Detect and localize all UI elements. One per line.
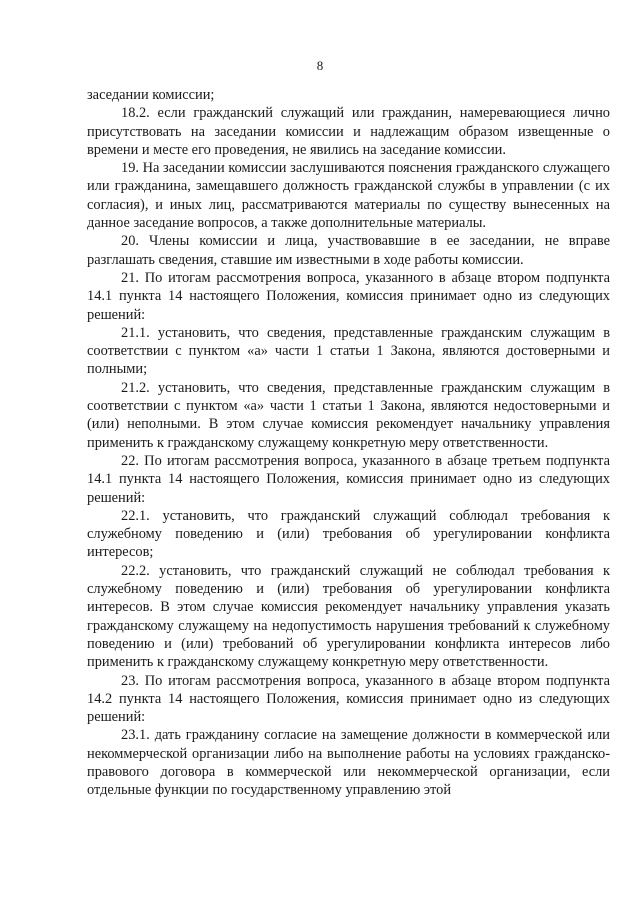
paragraph: 22.1. установить, что гражданский служащий соблюдал требования к служебному поведению и (или) требования об урегулировании конфликта интересов; (87, 507, 610, 561)
paragraph: 22. По итогам рассмотрения вопроса, указанного в абзаце третьем подпункта 14.1 пункта 14 настоящего Положения, комиссия принимает одно из следующих решений: (87, 452, 610, 506)
paragraph: заседании комиссии; (87, 87, 215, 103)
paragraph: 21.2. установить, что сведения, представленные гражданским служащим в соответствии с пунктом «а» части 1 статьи 1 Закона, являются недостоверными и (или) неполными. В этом случае комиссия рекомендует начальнику управления применить к гражданскому служащему конкретную меру ответственности. (87, 379, 610, 451)
page-number: 8 (316, 58, 324, 73)
paragraph: 23. По итогам рассмотрения вопроса, указанного в абзаце втором подпункта 14.2 пункта 14 настоящего Положения, комиссия принимает одно из следующих решений: (87, 672, 610, 726)
paragraph: 18.2. если гражданский служащий или гражданин, намеревающиеся лично присутствовать на заседании комиссии и надлежащим образом извещенные о времени и месте его проведения, не явились на заседание комиссии. (87, 105, 610, 158)
paragraph: 23.1. дать гражданину согласие на замещение должности в коммерческой или некоммерческой организации либо на выполнение работы на условиях гражданско-правового договора в коммерческой или некоммерческой организации, если отдельные функции по государственному управлению этой (87, 727, 610, 799)
document-body (87, 86, 610, 800)
paragraph: 19. На заседании комиссии заслушиваются пояснения гражданского служащего или гражданина, замещавшего должность гражданской службы в управлении (с их согласия), и иных лиц, рассматриваются материалы по существу вынесенных на данное заседание вопросов, а также дополнительные материалы. (87, 160, 610, 232)
paragraph: 21.1. установить, что сведения, представленные гражданским служащим в соответствии с пунктом «а» части 1 статьи 1 Закона, являются достоверными и полными; (87, 324, 610, 378)
paragraph: 20. Члены комиссии и лица, участвовавшие в ее заседании, не вправе разглашать сведения, ставшие им известными в ходе работы комиссии. (87, 233, 610, 268)
paragraph: 21. По итогам рассмотрения вопроса, указанного в абзаце втором подпункта 14.1 пункта 14 настоящего Положения, комиссия принимает одно из следующих решений: (87, 269, 610, 323)
paragraph: 22.2. установить, что гражданский служащий не соблюдал требования к служебному поведению и (или) требования об урегулировании конфликта интересов. В этом случае комиссия рекомендует начальнику управления указать гражданскому служащему на недопустимость нарушения требований к служебному поведению и (или) требований об урегулировании конфликта интересов либо применить к гражданскому служащему конкретную меру ответственности. (87, 562, 610, 671)
